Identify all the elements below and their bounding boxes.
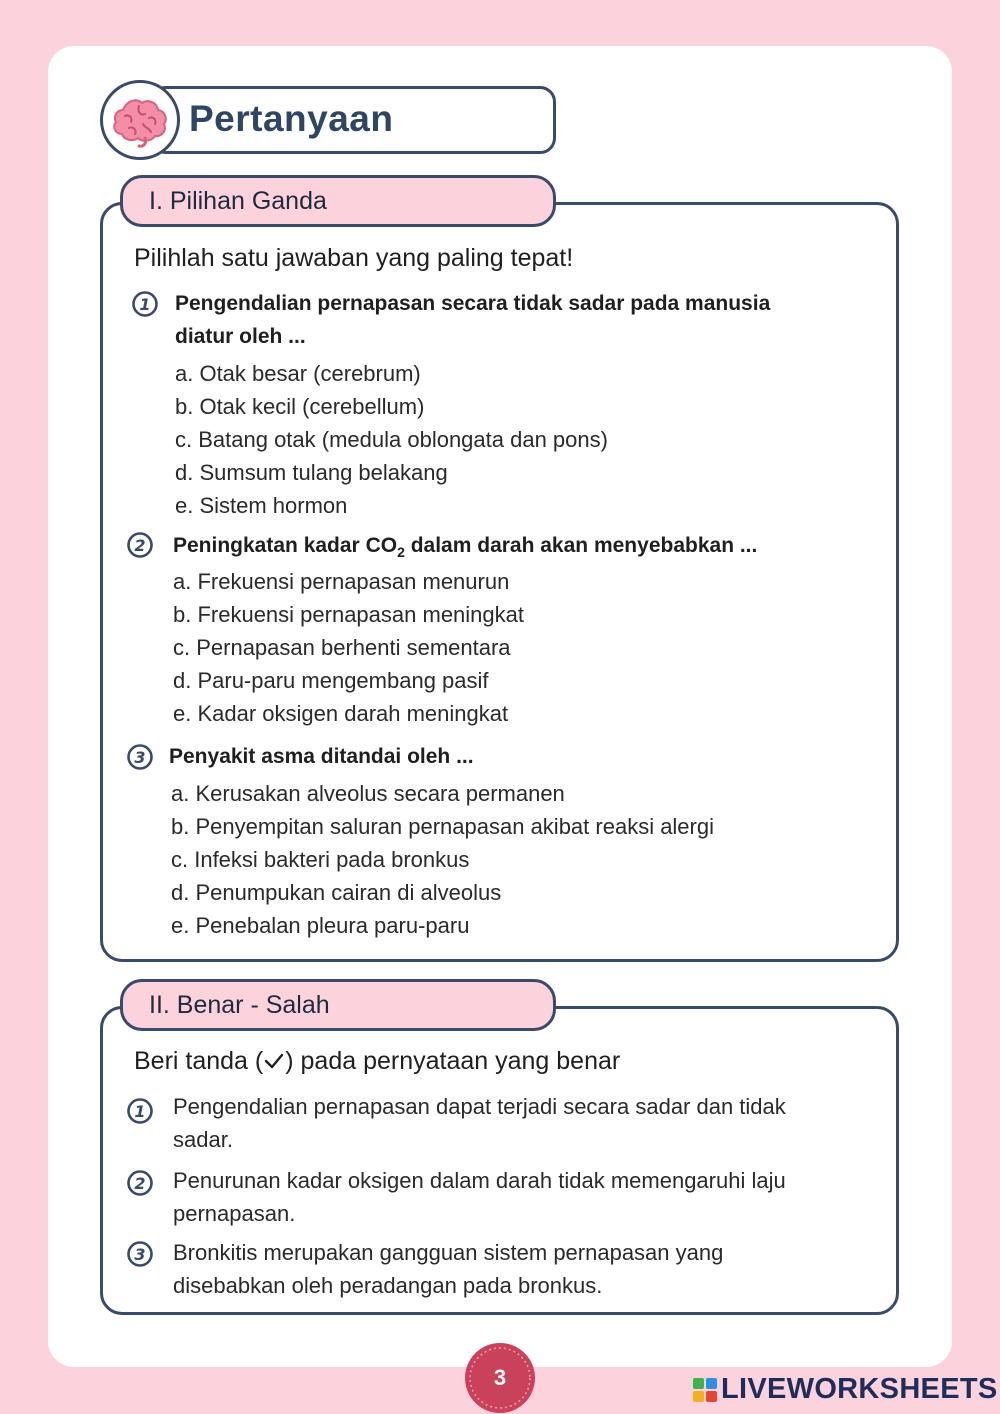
question-2-option-b[interactable]: b. Frekuensi pernapasan meningkat [173,602,524,627]
brain-icon-circle [100,80,180,160]
question-1-option-a[interactable]: a. Otak besar (cerebrum) [175,361,421,386]
multiple-choice-instruction: Pilihlah satu jawaban yang paling tepat! [134,244,574,272]
question-2-option-c[interactable]: c. Pernapasan berhenti sementara [173,635,511,660]
checkmark-icon [263,1051,285,1071]
svg-text:2: 2 [134,536,146,555]
svg-text:3: 3 [134,1245,146,1264]
page-number-badge [463,1341,537,1414]
liveworksheets-logo-icon [693,1378,717,1402]
question-2-option-e[interactable]: e. Kadar oksigen darah meningkat [173,701,509,726]
question-1-option-d[interactable]: d. Sumsum tulang belakang [175,460,448,485]
question-2-option-d[interactable]: d. Paru-paru mengembang pasif [173,668,489,693]
liveworksheets-brand: LIVEWORKSHEETS [721,1373,998,1405]
statement-1[interactable]: Pengendalian pernapasan dapat terjadi secara sadar dan tidak sadar. [173,1094,786,1152]
statement-1-number-icon [126,1097,154,1125]
question-1-option-b[interactable]: b. Otak kecil (cerebellum) [175,394,425,419]
question-1-text: Pengendalian pernapasan secara tidak sadar pada manusia diatur oleh ... [175,292,771,348]
svg-text:1: 1 [139,295,151,314]
question-3-option-b[interactable]: b. Penyempitan saluran pernapasan akibat reaksi alergi [171,814,714,839]
liveworksheets-logo[interactable] [693,1373,998,1406]
question-3-option-d[interactable]: d. Penumpukan cairan di alveolus [171,880,502,905]
question-2-option-a[interactable]: a. Frekuensi pernapasan menurun [173,569,510,594]
section-tab-multiple-choice: I. Pilihan Ganda [120,175,556,227]
statement-3[interactable]: Bronkitis merupakan gangguan sistem pernapasan yang disebabkan oleh peradangan pada bronkus. [173,1240,724,1298]
question-3-option-e[interactable]: e. Penebalan pleura paru-paru [171,913,470,938]
statement-2[interactable]: Penurunan kadar oksigen dalam darah tidak memengaruhi laju pernapasan. [173,1168,786,1226]
page-number: 3 [493,1365,507,1390]
section-tab-true-false: II. Benar - Salah [120,979,556,1031]
question-3-option-c[interactable]: c. Infeksi bakteri pada bronkus [171,847,470,872]
question-3-text: Penyakit asma ditandai oleh ... [169,745,474,768]
number-3-icon [126,743,154,771]
svg-text:3: 3 [134,748,146,767]
statement-3-number-icon [126,1240,154,1268]
question-1-option-e[interactable]: e. Sistem hormon [175,493,348,518]
question-3-option-a[interactable]: a. Kerusakan alveolus secara permanen [171,781,565,806]
question-2-text: Peningkatan kadar $CO_2$ dalam darah akan menyebabkan ... [173,534,758,561]
page-title: Pertanyaan [189,98,394,139]
number-2-icon [126,531,154,559]
svg-text:2: 2 [134,1174,146,1193]
brain-icon [109,92,171,148]
true-false-instruction: Beri tanda ( ) pada pernyataan yang benar [134,1047,621,1075]
question-1-option-c[interactable]: c. Batang otak (medula oblongata dan pons) [175,427,608,452]
statement-2-number-icon [126,1169,154,1197]
number-1-icon [131,290,159,318]
svg-text:1: 1 [134,1102,146,1121]
